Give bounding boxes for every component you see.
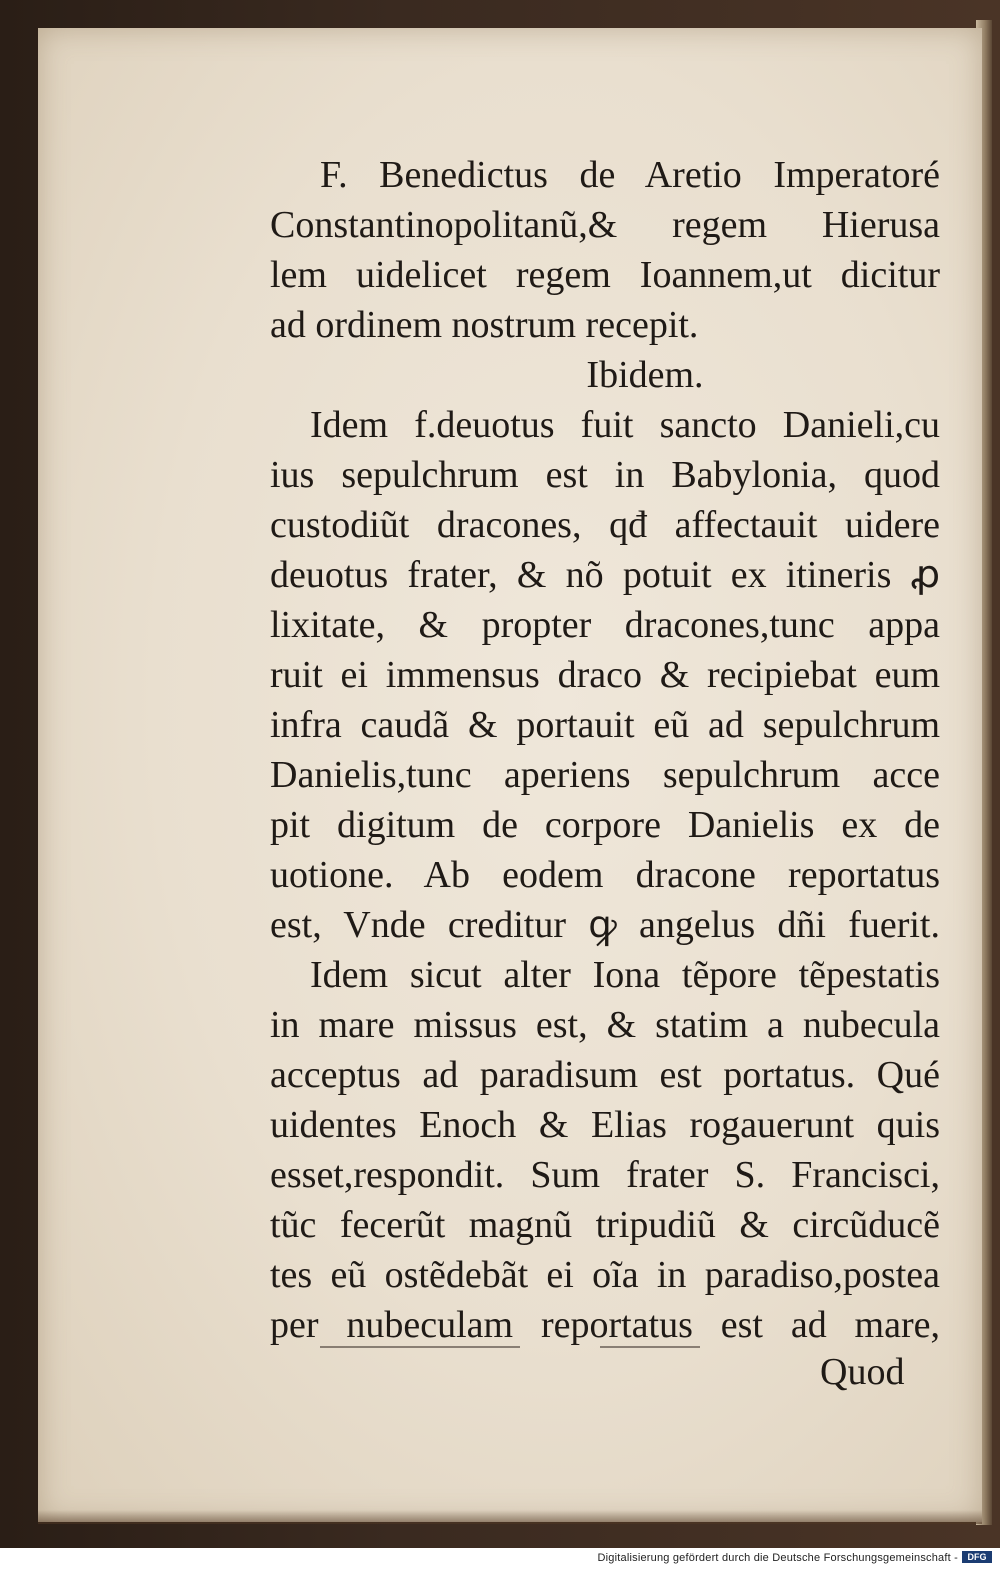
text-line: uidentes Enoch & Elias rogauerunt quis <box>270 1104 940 1146</box>
text-line: tũc fecerũt magnũ tripudiũ & circũducẽ <box>270 1204 940 1246</box>
dfg-logo: DFG <box>962 1551 992 1563</box>
text-line: Constantinopolitanũ,& regem Hierusa <box>270 204 940 246</box>
text-line: ad ordinem nostrum recepit. <box>270 304 699 346</box>
page-text <box>270 150 940 1350</box>
text-line: est, Vnde creditur ꝙ angelus dñi fuerit. <box>270 904 940 946</box>
text-line: F. Benedictus de Aretio Imperatoré <box>320 154 940 196</box>
text-line: Idem sicut alter Iona tẽpore tẽpestatis <box>310 954 940 996</box>
text-line: esset,respondit. Sum frater S. Francisci, <box>270 1154 940 1196</box>
text-line: ius sepulchrum est in Babylonia, quod <box>270 454 940 496</box>
text-line: uotione. Ab eodem dracone reportatus <box>270 854 940 896</box>
text-line: Danielis,tunc aperiens sepulchrum acce <box>270 754 940 796</box>
print-rule <box>320 1346 520 1348</box>
text-line: infra caudã & portauit eũ ad sepulchrum <box>270 704 940 746</box>
text-line: per nubeculam reportatus est ad mare, <box>270 1304 940 1346</box>
text-line: tes eũ ostẽdebãt ei oĩa in paradiso,postea <box>270 1254 940 1296</box>
text-line: in mare missus est, & statim a nubecula <box>270 1004 940 1046</box>
print-rule <box>600 1346 700 1348</box>
text-line: deuotus frater, & nõ potuit ex itineris ꝓ <box>270 554 940 596</box>
text-line: lixitate, & propter dracones,tunc appa <box>270 604 940 646</box>
text-line: lem uidelicet regem Ioannem,ut dicitur <box>270 254 940 296</box>
text-line: ruit ei immensus draco & recipiebat eum <box>270 654 940 696</box>
text-line: pit digitum de corpore Danielis ex de <box>270 804 940 846</box>
catchword: Quod <box>820 1351 905 1393</box>
footer <box>0 1548 1000 1581</box>
text-line: Idem f.deuotus fuit sancto Danieli,cu <box>310 404 940 446</box>
section-heading: Ibidem. <box>586 354 704 396</box>
text-line: custodiũt dracones, qđ affectauit uidere <box>270 504 940 546</box>
page-shadow <box>38 1510 982 1524</box>
digitization-credit: Digitalisierung gefördert durch die Deutsche Forschungsgemeinschaft - <box>597 1552 958 1564</box>
text-line: acceptus ad paradisum est portatus. Qué <box>270 1054 940 1096</box>
